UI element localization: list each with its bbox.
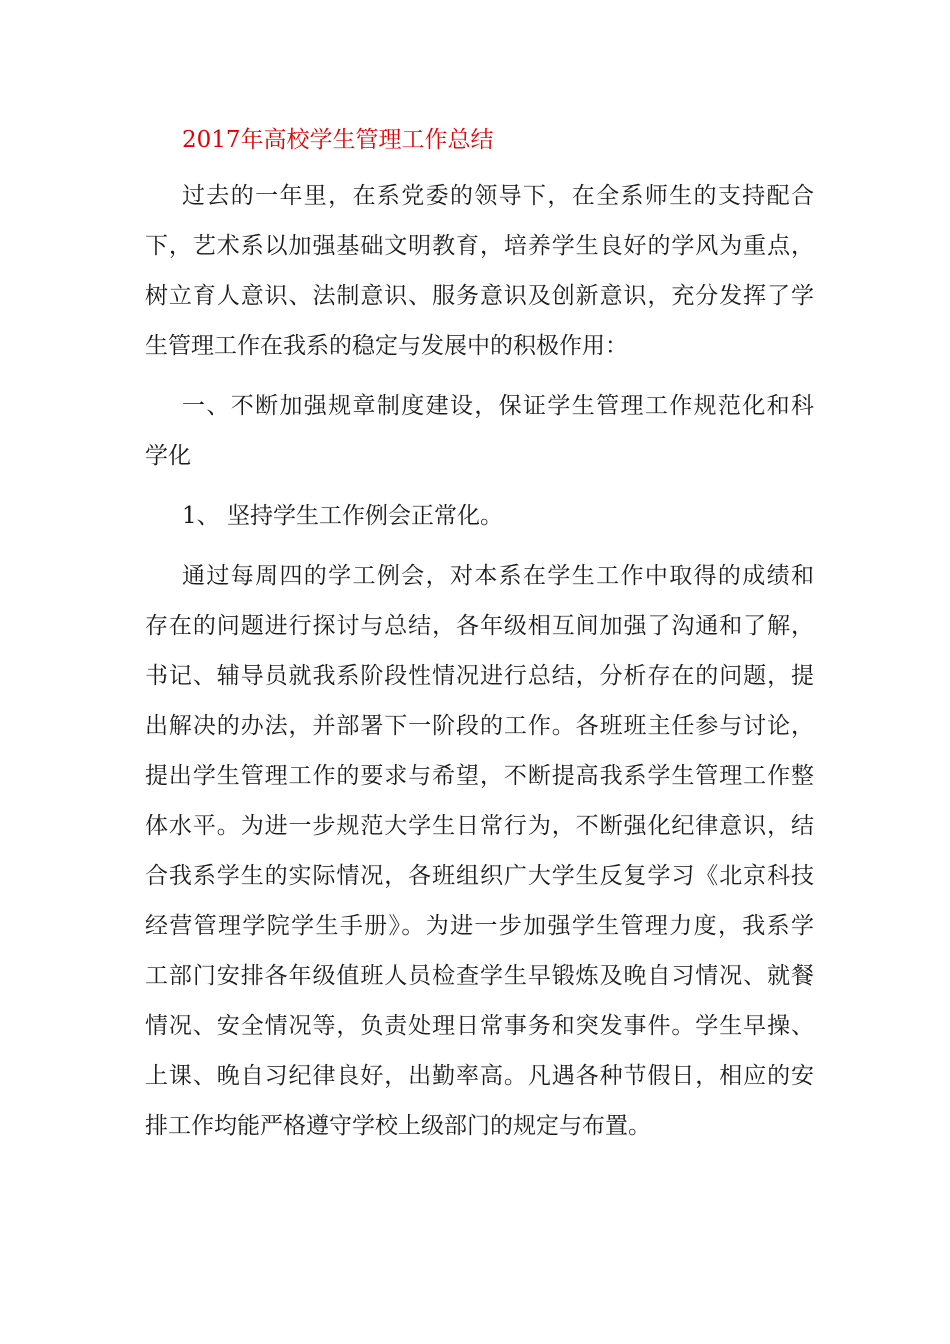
paragraph-line: 树立育人意识、法制意识、服务意识及创新意识，充分发挥了学	[145, 283, 814, 309]
section-heading-line: 一、不断加强规章制度建设，保证学生管理工作规范化和科	[182, 393, 814, 419]
paragraph-line: 过去的一年里，在系党委的领导下，在全系师生的支持配合	[182, 183, 814, 209]
paragraph-line: 合我系学生的实际情况，各班组织广大学生反复学习《北京科技	[145, 863, 814, 889]
paragraph-line: 通过每周四的学工例会，对本系在学生工作中取得的成绩和	[182, 563, 814, 589]
paragraph-line: 书记、辅导员就我系阶段性情况进行总结，分析存在的问题，提	[145, 663, 814, 689]
document-title: 2017年高校学生管理工作总结	[182, 127, 494, 153]
paragraph-line: 工部门安排各年级值班人员检查学生早锻炼及晚自习情况、就餐	[145, 963, 814, 989]
paragraph-line: 出解决的办法，并部署下一阶段的工作。各班班主任参与讨论，	[145, 713, 814, 739]
paragraph-line: 排工作均能严格遵守学校上级部门的规定与布置。	[145, 1113, 651, 1139]
paragraph-line: 上课、晚自习纪律良好，出勤率高。凡遇各种节假日，相应的安	[145, 1063, 814, 1089]
paragraph-line: 体水平。为进一步规范大学生日常行为，不断强化纪律意识，结	[145, 813, 814, 839]
paragraph-line: 生管理工作在我系的稳定与发展中的积极作用：	[145, 333, 628, 359]
paragraph-line: 提出学生管理工作的要求与希望，不断提高我系学生管理工作整	[145, 763, 814, 789]
paragraph-line: 经营管理学院学生手册》。为进一步加强学生管理力度，我系学	[145, 913, 814, 939]
section-heading-line: 学化	[145, 443, 191, 469]
paragraph-line: 情况、安全情况等，负责处理日常事务和突发事件。学生早操、	[145, 1013, 814, 1039]
numbered-item: 1、 坚持学生工作例会正常化。	[182, 503, 503, 529]
paragraph-line: 存在的问题进行探讨与总结，各年级相互间加强了沟通和了解，	[145, 613, 814, 639]
paragraph-line: 下，艺术系以加强基础文明教育，培养学生良好的学风为重点，	[145, 233, 814, 259]
